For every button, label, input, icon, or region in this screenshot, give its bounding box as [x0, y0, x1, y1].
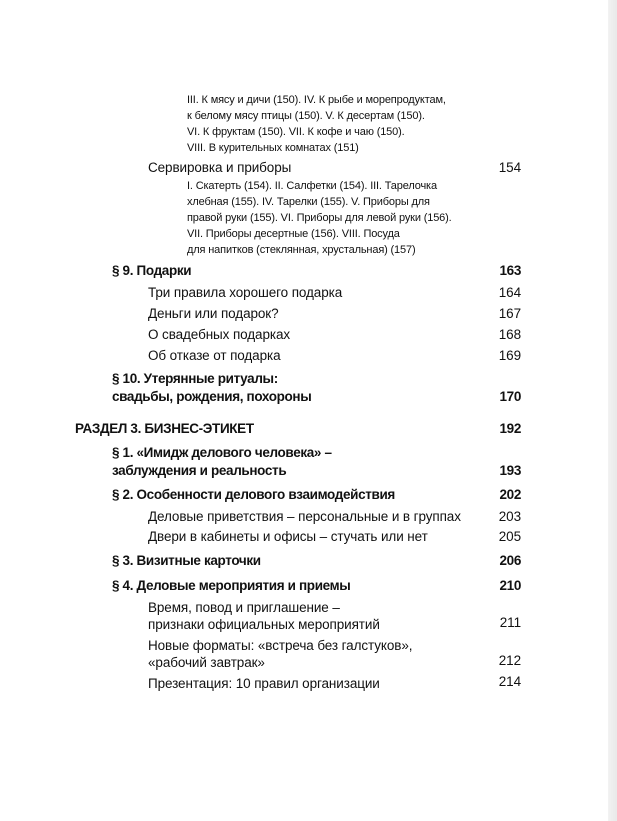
toc-detail-line: для напитков (стеклянная, хрустальная) (157): [187, 244, 416, 256]
toc-entry-title[interactable]: Деньги или подарок?: [148, 306, 279, 321]
toc-entry-title[interactable]: Презентация: 10 правил организации: [148, 676, 380, 691]
toc-entry-title-line2[interactable]: «рабочий завтрак»: [148, 655, 265, 670]
page-edge: [608, 0, 617, 821]
toc-p3-section-3-title[interactable]: § 3. Визитные карточки: [112, 553, 261, 568]
toc-entry-page: 169: [498, 348, 521, 363]
toc-entry-page: 205: [498, 529, 521, 544]
toc-section-9-page: 163: [499, 263, 521, 278]
toc-entry-page: 212: [498, 653, 521, 668]
toc-entry-page: 164: [498, 285, 521, 300]
toc-p3-section-1-title-line2[interactable]: заблуждения и реальность: [112, 463, 287, 478]
toc-part-3-page: 192: [499, 421, 521, 436]
toc-entry-page: 203: [498, 509, 521, 524]
toc-entry-page: 167: [498, 306, 521, 321]
toc-entry-title-line1[interactable]: Новые форматы: «встреча без галстуков»,: [148, 638, 413, 653]
toc-entry-title[interactable]: Три правила хорошего подарка: [148, 285, 343, 300]
toc-detail-line: VII. Приборы десертные (156). VIII. Посуда: [187, 228, 400, 240]
toc-entry-title[interactable]: Деловые приветствия – персональные и в группах: [148, 509, 461, 524]
toc-section-10-title-line2[interactable]: свадьбы, рождения, похороны: [112, 389, 312, 404]
toc-entry-title-line1[interactable]: Время, повод и приглашение –: [148, 600, 340, 615]
toc-entry-serving-page: 154: [498, 160, 521, 175]
toc-entry-page: 214: [498, 674, 521, 689]
toc-entry-title[interactable]: О свадебных подарках: [148, 327, 291, 342]
toc-section-10-page: 170: [499, 389, 521, 404]
toc-detail-line: к белому мясу птицы (150). V. К десертам (150).: [187, 110, 425, 122]
toc-p3-section-3-page: 206: [499, 553, 521, 568]
toc-section-9-title[interactable]: § 9. Подарки: [112, 263, 192, 278]
toc-entry-title-line2[interactable]: признаки официальных мероприятий: [148, 617, 380, 632]
toc-entry-title[interactable]: Об отказе от подарка: [148, 348, 281, 363]
toc-p3-section-1-title-line1[interactable]: § 1. «Имидж делового человека» –: [112, 445, 332, 460]
toc-p3-section-2-title[interactable]: § 2. Особенности делового взаимодействия: [112, 487, 395, 502]
toc-part-3-title[interactable]: РАЗДЕЛ 3. БИЗНЕС-ЭТИКЕТ: [75, 421, 254, 436]
toc-entry-title[interactable]: Двери в кабинеты и офисы – стучать или нет: [148, 529, 428, 544]
toc-p3-section-4-title[interactable]: § 4. Деловые мероприятия и приемы: [112, 578, 351, 593]
toc-entry-serving-title[interactable]: Сервировка и приборы: [148, 160, 292, 175]
toc-entry-page: 211: [499, 615, 521, 630]
toc-p3-section-4-page: 210: [499, 578, 521, 593]
toc-p3-section-1-page: 193: [499, 463, 521, 478]
toc-detail-line: III. К мясу и дичи (150). IV. К рыбе и морепродуктам,: [187, 94, 446, 106]
toc-detail-line: хлебная (155). IV. Тарелки (155). V. Приборы для: [187, 196, 430, 208]
toc-entry-page: 168: [498, 327, 521, 342]
toc-section-10-title-line1[interactable]: § 10. Утерянные ритуалы:: [112, 371, 278, 386]
toc-p3-section-2-page: 202: [499, 487, 521, 502]
toc-detail-line: VIII. В курительных комнатах (151): [187, 142, 359, 154]
toc-detail-line: I. Скатерть (154). II. Салфетки (154). III. Тарелочка: [187, 180, 437, 192]
toc-detail-line: VI. К фруктам (150). VII. К кофе и чаю (150).: [187, 126, 405, 138]
toc-detail-line: правой руки (155). VI. Приборы для левой руки (156).: [187, 212, 452, 224]
